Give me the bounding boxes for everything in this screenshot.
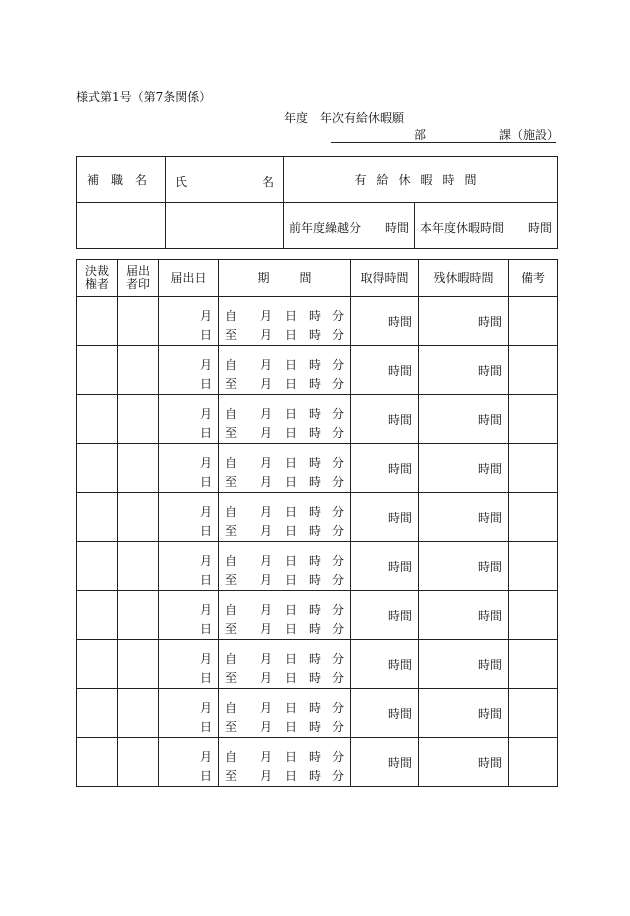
period-hour-label: 時 [309, 309, 322, 323]
applicant-seal-cell[interactable] [118, 395, 159, 444]
hours-taken-cell[interactable]: 時間 [351, 542, 419, 591]
submit-month-label: 月 [199, 309, 212, 323]
period-hour-label: 時 [309, 622, 322, 636]
hours-taken-cell[interactable]: 時間 [351, 297, 419, 346]
period-cell[interactable] [219, 444, 351, 493]
submit-day-label: 日 [199, 671, 212, 685]
period-month-label: 月 [260, 456, 273, 470]
period-month-label: 月 [260, 407, 273, 421]
hours-taken-cell[interactable]: 時間 [351, 738, 419, 787]
leave-row [77, 395, 558, 444]
remarks-cell[interactable] [509, 689, 558, 738]
current-year-unit: 時間 [528, 221, 553, 235]
submit-day-label: 日 [199, 475, 212, 489]
period-month-label: 月 [260, 524, 273, 538]
leave-row [77, 738, 558, 787]
period-to-label: 至 [225, 573, 238, 587]
submit-month-label: 月 [199, 358, 212, 372]
leave-request-table [76, 259, 558, 787]
submit-date-cell[interactable] [159, 395, 219, 444]
period-cell[interactable] [219, 640, 351, 689]
submit-day-label: 日 [199, 328, 212, 342]
leave-row [77, 444, 558, 493]
current-year-field[interactable] [415, 203, 558, 249]
period-month-label: 月 [260, 622, 273, 636]
applicant-seal-cell[interactable] [118, 591, 159, 640]
period-day-label: 日 [285, 554, 298, 568]
applicant-seal-cell[interactable] [118, 444, 159, 493]
period-hour-label: 時 [309, 426, 322, 440]
period-month-label: 月 [260, 309, 273, 323]
submit-month-label: 月 [199, 407, 212, 421]
carryover-label: 前年度繰越分 [289, 221, 362, 235]
period-hour-label: 時 [309, 701, 322, 715]
period-hour-label: 時 [309, 603, 322, 617]
submit-day-label: 日 [199, 573, 212, 587]
applicant-seal-cell[interactable] [118, 346, 159, 395]
period-header: 期間 [219, 260, 351, 297]
period-to-label: 至 [225, 720, 238, 734]
hours-taken-cell[interactable]: 時間 [351, 346, 419, 395]
period-to-label: 至 [225, 377, 238, 391]
submit-month-label: 月 [199, 750, 212, 764]
period-day-label: 日 [285, 456, 298, 470]
period-cell[interactable] [219, 542, 351, 591]
submit-month-label: 月 [199, 701, 212, 715]
submit-month-label: 月 [199, 652, 212, 666]
post-field[interactable] [77, 203, 166, 249]
period-from-label: 自 [225, 456, 238, 470]
period-day-label: 日 [285, 524, 298, 538]
hours-taken-cell[interactable]: 時間 [351, 493, 419, 542]
period-to-label: 至 [225, 769, 238, 783]
name-field[interactable] [166, 203, 284, 249]
remarks-cell[interactable] [509, 297, 558, 346]
period-minute-label: 分 [332, 573, 345, 587]
period-hour-label: 時 [309, 456, 322, 470]
period-day-label: 日 [285, 377, 298, 391]
approver-cell[interactable] [77, 444, 118, 493]
period-from-label: 自 [225, 750, 238, 764]
period-cell[interactable] [219, 591, 351, 640]
name-header-second: 名 [261, 175, 274, 189]
remaining-hours-cell[interactable]: 時間 [419, 542, 509, 591]
period-day-label: 日 [285, 720, 298, 734]
name-header [166, 157, 284, 203]
approver-cell[interactable] [77, 395, 118, 444]
applicant-seal-cell[interactable] [118, 493, 159, 542]
period-to-label: 至 [225, 671, 238, 685]
period-minute-label: 分 [332, 505, 345, 519]
submit-day-label: 日 [199, 622, 212, 636]
period-month-label: 月 [260, 750, 273, 764]
period-hour-label: 時 [309, 554, 322, 568]
leave-row [77, 542, 558, 591]
period-day-label: 日 [285, 603, 298, 617]
hours-taken-cell[interactable]: 時間 [351, 640, 419, 689]
remarks-header: 備考 [509, 260, 558, 297]
submit-date-header: 届出日 [159, 260, 219, 297]
approver-cell[interactable] [77, 346, 118, 395]
leave-row [77, 640, 558, 689]
remaining-hours-cell[interactable]: 時間 [419, 738, 509, 787]
period-month-label: 月 [260, 358, 273, 372]
period-month-label: 月 [260, 377, 273, 391]
submit-day-label: 日 [199, 769, 212, 783]
period-day-label: 日 [285, 426, 298, 440]
period-hour-label: 時 [309, 377, 322, 391]
period-from-label: 自 [225, 652, 238, 666]
leave-row [77, 297, 558, 346]
remarks-cell[interactable] [509, 346, 558, 395]
period-hour-label: 時 [309, 750, 322, 764]
period-day-label: 日 [285, 622, 298, 636]
period-minute-label: 分 [332, 701, 345, 715]
submit-date-cell[interactable] [159, 640, 219, 689]
remarks-cell[interactable] [509, 444, 558, 493]
period-minute-label: 分 [332, 554, 345, 568]
submit-date-cell[interactable] [159, 542, 219, 591]
leave-row [77, 346, 558, 395]
name-header-first: 氏 [175, 175, 188, 189]
period-day-label: 日 [285, 769, 298, 783]
period-day-label: 日 [285, 573, 298, 587]
period-minute-label: 分 [332, 426, 345, 440]
document-title [284, 109, 404, 126]
remaining-hours-cell[interactable]: 時間 [419, 395, 509, 444]
remaining-hours-cell[interactable]: 時間 [419, 493, 509, 542]
period-hour-label: 時 [309, 769, 322, 783]
period-from-label: 自 [225, 554, 238, 568]
period-day-label: 日 [285, 505, 298, 519]
period-minute-label: 分 [332, 358, 345, 372]
remaining-hours-cell[interactable]: 時間 [419, 689, 509, 738]
applicant-seal-cell[interactable] [118, 297, 159, 346]
period-hour-label: 時 [309, 524, 322, 538]
remaining-hours-cell[interactable]: 時間 [419, 346, 509, 395]
period-month-label: 月 [260, 701, 273, 715]
leave-row [77, 689, 558, 738]
approver-cell[interactable] [77, 542, 118, 591]
period-minute-label: 分 [332, 750, 345, 764]
period-to-label: 至 [225, 328, 238, 342]
period-day-label: 日 [285, 652, 298, 666]
period-month-label: 月 [260, 426, 273, 440]
employee-info-table [76, 156, 558, 249]
applicant-seal-cell[interactable] [118, 689, 159, 738]
approver-header-text: 決裁 権者 [84, 264, 109, 291]
remarks-cell[interactable] [509, 640, 558, 689]
period-from-label: 自 [225, 603, 238, 617]
period-from-label: 自 [225, 505, 238, 519]
period-hour-label: 時 [309, 328, 322, 342]
remarks-cell[interactable] [509, 738, 558, 787]
period-minute-label: 分 [332, 524, 345, 538]
period-minute-label: 分 [332, 671, 345, 685]
submit-month-label: 月 [199, 554, 212, 568]
period-minute-label: 分 [332, 603, 345, 617]
approver-cell[interactable] [77, 689, 118, 738]
period-hour-label: 時 [309, 671, 322, 685]
submit-date-cell[interactable] [159, 346, 219, 395]
period-minute-label: 分 [332, 456, 345, 470]
title-year: 年度 [284, 111, 309, 125]
approver-header [77, 260, 118, 297]
period-day-label: 日 [285, 407, 298, 421]
period-hour-label: 時 [309, 407, 322, 421]
approver-cell[interactable] [77, 591, 118, 640]
period-month-label: 月 [260, 671, 273, 685]
remarks-cell[interactable] [509, 395, 558, 444]
applicant-seal-cell[interactable] [118, 542, 159, 591]
period-from-label: 自 [225, 407, 238, 421]
leave-row [77, 493, 558, 542]
period-cell[interactable] [219, 493, 351, 542]
period-minute-label: 分 [332, 309, 345, 323]
section-label: 課（施設） [499, 128, 560, 142]
remarks-cell[interactable] [509, 493, 558, 542]
period-minute-label: 分 [332, 407, 345, 421]
remaining-hours-cell[interactable]: 時間 [419, 640, 509, 689]
submit-date-cell[interactable] [159, 689, 219, 738]
hours-taken-cell[interactable]: 時間 [351, 395, 419, 444]
department-label: 部 [414, 128, 427, 142]
period-minute-label: 分 [332, 475, 345, 489]
period-month-label: 月 [260, 475, 273, 489]
submit-month-label: 月 [199, 456, 212, 470]
leave-row [77, 591, 558, 640]
period-from-label: 自 [225, 358, 238, 372]
carryover-unit: 時間 [384, 221, 409, 235]
period-month-label: 月 [260, 652, 273, 666]
period-month-label: 月 [260, 554, 273, 568]
form-number: 様式第1号（第7条関係） [76, 90, 212, 104]
remaining-hours-cell[interactable]: 時間 [419, 297, 509, 346]
submit-date-cell[interactable] [159, 738, 219, 787]
period-hour-label: 時 [309, 505, 322, 519]
period-hour-label: 時 [309, 720, 322, 734]
approver-cell[interactable] [77, 493, 118, 542]
period-month-label: 月 [260, 603, 273, 617]
period-minute-label: 分 [332, 377, 345, 391]
hours-taken-cell[interactable]: 時間 [351, 689, 419, 738]
hours-taken-cell[interactable]: 時間 [351, 591, 419, 640]
hours-taken-header: 取得時間 [351, 260, 419, 297]
leave-hours-header: 有給休暇時間 [284, 157, 558, 203]
period-cell[interactable] [219, 689, 351, 738]
period-day-label: 日 [285, 309, 298, 323]
applicant-seal-cell[interactable] [118, 738, 159, 787]
period-month-label: 月 [260, 505, 273, 519]
current-year-label: 本年度休暇時間 [420, 221, 505, 235]
period-hour-label: 時 [309, 358, 322, 372]
applicant-seal-cell[interactable] [118, 640, 159, 689]
period-day-label: 日 [285, 750, 298, 764]
period-minute-label: 分 [332, 622, 345, 636]
remarks-cell[interactable] [509, 542, 558, 591]
period-to-label: 至 [225, 475, 238, 489]
period-minute-label: 分 [332, 328, 345, 342]
remaining-hours-cell[interactable]: 時間 [419, 444, 509, 493]
period-hour-label: 時 [309, 652, 322, 666]
submit-month-label: 月 [199, 603, 212, 617]
hours-taken-cell[interactable]: 時間 [351, 444, 419, 493]
period-day-label: 日 [285, 358, 298, 372]
post-header: 補職名 [77, 157, 166, 203]
period-month-label: 月 [260, 328, 273, 342]
remarks-cell[interactable] [509, 591, 558, 640]
approver-cell[interactable] [77, 738, 118, 787]
submit-date-cell[interactable] [159, 297, 219, 346]
approver-cell[interactable] [77, 297, 118, 346]
period-day-label: 日 [285, 671, 298, 685]
period-minute-label: 分 [332, 720, 345, 734]
submit-date-cell[interactable] [159, 493, 219, 542]
period-month-label: 月 [260, 769, 273, 783]
title-main: 年次有給休暇願 [320, 111, 405, 125]
submit-month-label: 月 [199, 505, 212, 519]
period-hour-label: 時 [309, 573, 322, 587]
period-cell[interactable] [219, 395, 351, 444]
period-minute-label: 分 [332, 652, 345, 666]
period-day-label: 日 [285, 475, 298, 489]
submit-day-label: 日 [199, 377, 212, 391]
submit-day-label: 日 [199, 426, 212, 440]
period-from-label: 自 [225, 309, 238, 323]
approver-cell[interactable] [77, 640, 118, 689]
remaining-header: 残休暇時間 [419, 260, 509, 297]
period-cell[interactable] [219, 738, 351, 787]
period-day-label: 日 [285, 701, 298, 715]
submit-date-cell[interactable] [159, 591, 219, 640]
applicant-seal-header [118, 260, 159, 297]
applicant-seal-header-text: 届出 者印 [125, 264, 150, 291]
submit-day-label: 日 [199, 720, 212, 734]
department-line [331, 126, 560, 143]
period-month-label: 月 [260, 573, 273, 587]
period-month-label: 月 [260, 720, 273, 734]
period-day-label: 日 [285, 328, 298, 342]
period-from-label: 自 [225, 701, 238, 715]
period-cell[interactable] [219, 297, 351, 346]
period-to-label: 至 [225, 426, 238, 440]
period-cell[interactable] [219, 346, 351, 395]
carryover-field[interactable] [284, 203, 415, 249]
period-to-label: 至 [225, 622, 238, 636]
submit-day-label: 日 [199, 524, 212, 538]
period-to-label: 至 [225, 524, 238, 538]
period-minute-label: 分 [332, 769, 345, 783]
remaining-hours-cell[interactable]: 時間 [419, 591, 509, 640]
period-hour-label: 時 [309, 475, 322, 489]
submit-date-cell[interactable] [159, 444, 219, 493]
